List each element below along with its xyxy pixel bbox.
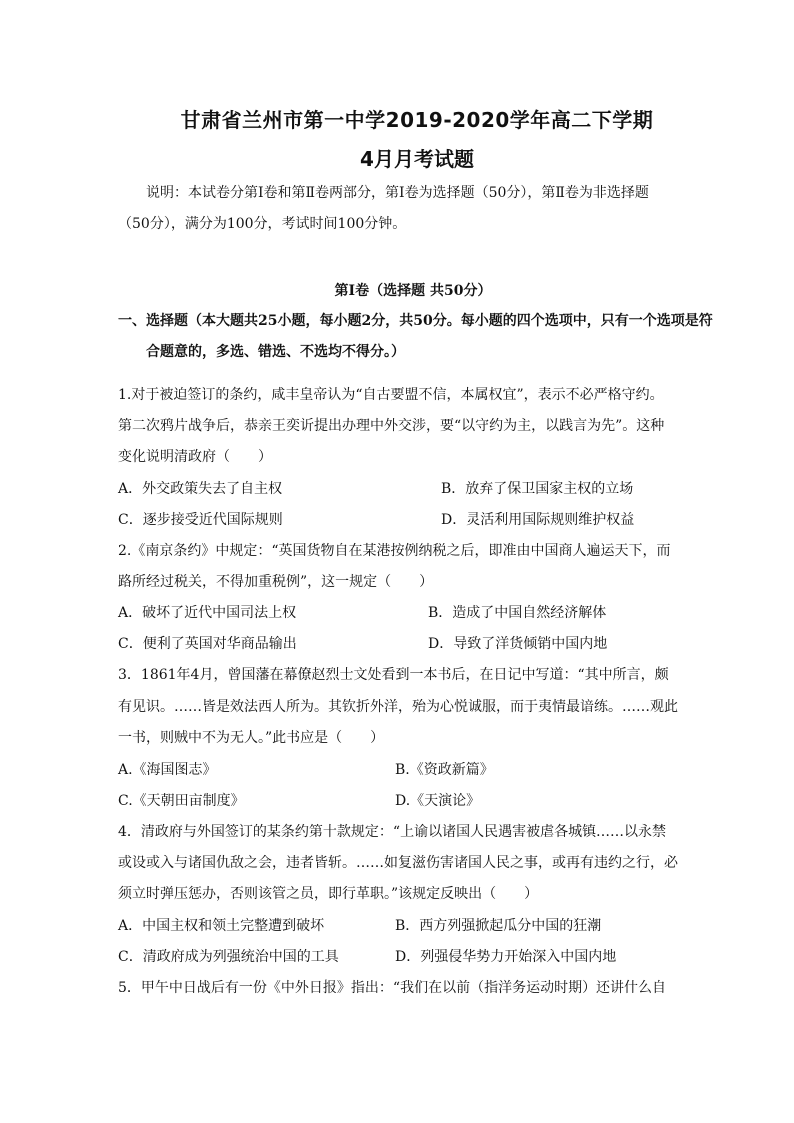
question-1-option-a[interactable]: A．外交政策失去了自主权 bbox=[118, 481, 283, 497]
question-2-option-c[interactable]: C．便利了英国对华商品输出 bbox=[118, 636, 297, 652]
instructions-note-line1: 说明：本试卷分第Ⅰ卷和第Ⅱ卷两部分，第Ⅰ卷为选择题（50分），第Ⅱ卷为非选择题 bbox=[146, 185, 649, 201]
exam-subtitle: 4月月考试题 bbox=[360, 147, 474, 171]
question-4-option-b[interactable]: B．西方列强掀起瓜分中国的狂潮 bbox=[395, 918, 602, 934]
question-4-option-c[interactable]: C．清政府成为列强统治中国的工具 bbox=[118, 949, 339, 965]
question-2-option-d[interactable]: D．导致了洋货倾销中国内地 bbox=[428, 636, 608, 652]
question-3-option-c[interactable]: C.《天朝田亩制度》 bbox=[118, 793, 245, 809]
question-3-line3: 一书，则贼中不为无人。”此书应是（ ） bbox=[118, 730, 385, 746]
question-2-option-a[interactable]: A．破坏了近代中国司法上权 bbox=[118, 605, 297, 621]
question-1-line2: 第二次鸦片战争后，恭亲王奕䜣提出办理中外交涉，要“以守约为主，以践言为先”。这种 bbox=[118, 418, 665, 434]
question-2-line1: 2.《南京条约》中规定：“英国货物自在某港按例纳税之后，即准由中国商人遍运天下，而 bbox=[118, 543, 671, 559]
question-1-option-d[interactable]: D．灵活利用国际规则维护权益 bbox=[441, 512, 635, 528]
question-4-line3: 须立时弹压惩办，否则该管之员，即行革职。”该规定反映出（ ） bbox=[118, 886, 539, 902]
question-1-line3: 变化说明清政府（ ） bbox=[118, 449, 272, 465]
question-3-option-b[interactable]: B.《资政新篇》 bbox=[395, 762, 494, 778]
instructions-note-line2: （50分），满分为100分，考试时间100分钟。 bbox=[118, 216, 407, 232]
question-4-line1: 4．清政府与外国签订的某条约第十款规定：“上谕以诸国人民遇害被虐各城镇……以永禁 bbox=[118, 824, 667, 840]
question-3-option-d[interactable]: D.《天演论》 bbox=[395, 793, 481, 809]
question-1-line1: 1.对于被迫签订的条约，咸丰皇帝认为“自古要盟不信，本属权宜”，表示不必严格守约。 bbox=[118, 387, 664, 403]
section-title: 第Ⅰ卷（选择题 共50分） bbox=[334, 283, 492, 299]
section-instruction-line1: 一、选择题（本大题共25小题，每小题2分，共50分。每小题的四个选项中，只有一个选项是符 bbox=[118, 313, 713, 329]
question-4-line2: 或设或入与诸国仇敌之会，违者皆斩。……如复滋伤害诸国人民之事，或再有违约之行，必 bbox=[118, 855, 678, 871]
question-1-option-b[interactable]: B．放弃了保卫国家主权的立场 bbox=[441, 481, 634, 497]
question-2-option-b[interactable]: B．造成了中国自然经济解体 bbox=[428, 605, 607, 621]
question-5-line1: 5．甲午中日战后有一份《中外日报》指出：“我们在以前（指洋务运动时期）还讲什么自 bbox=[118, 980, 667, 996]
question-4-option-d[interactable]: D．列强侵华势力开始深入中国内地 bbox=[395, 949, 617, 965]
question-3-line1: 3．1861年4月，曾国藩在幕僚赵烈士文处看到一本书后，在日记中写道：“其中所言，颇 bbox=[118, 667, 669, 683]
section-instruction-line2: 合题意的，多选、错选、不选均不得分。） bbox=[146, 344, 405, 360]
exam-title: 甘肃省兰州市第一中学2019-2020学年高二下学期 bbox=[180, 108, 654, 132]
question-4-option-a[interactable]: A．中国主权和领土完整遭到破坏 bbox=[118, 918, 325, 934]
question-3-option-a[interactable]: A.《海国图志》 bbox=[118, 762, 217, 778]
question-2-line2: 路所经过税关，不得加重税例”，这一规定（ ） bbox=[118, 574, 434, 590]
question-3-line2: 有见识。……皆是效法西人所为。其钦折外洋，殆为心悦诚服，而于夷情最谙练。……观此 bbox=[118, 699, 678, 715]
question-1-option-c[interactable]: C．逐步接受近代国际规则 bbox=[118, 512, 283, 528]
